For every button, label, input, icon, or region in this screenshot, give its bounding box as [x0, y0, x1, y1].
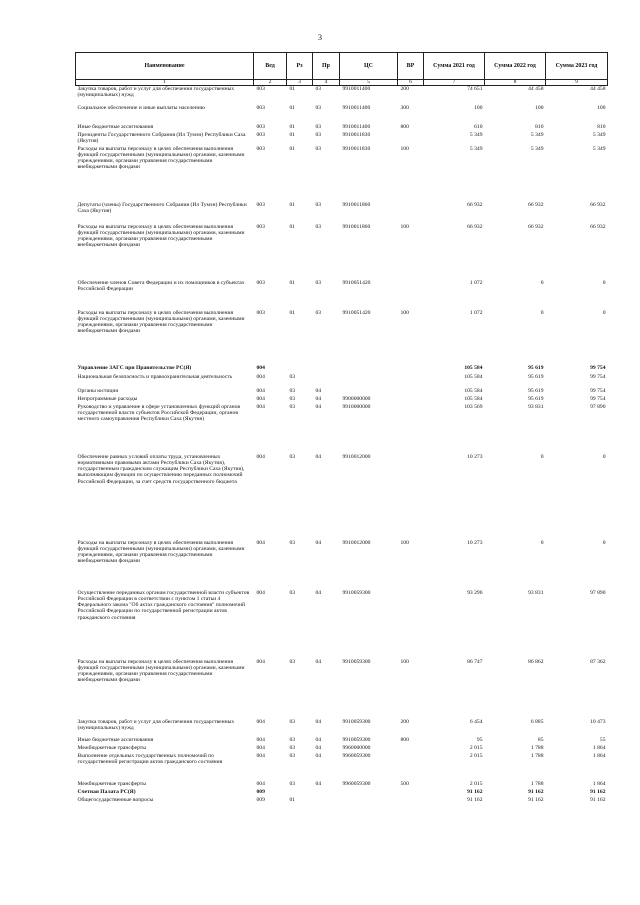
row-cs: [340, 388, 398, 396]
row-name: Счетная Палата РС(Я): [77, 788, 136, 795]
row-cs: [340, 374, 398, 388]
table-row: [76, 404, 608, 454]
row-vr: [398, 789, 424, 797]
row-sum-2023: 55: [599, 736, 606, 743]
row-cs: 9910059300: [342, 589, 371, 596]
column-number: 4: [313, 80, 340, 86]
row-vr: 200: [400, 86, 409, 92]
row-name: Осуществление переданных органам государственной власти субъектов Российской Федерации в соответствии с пунктом 1 статьи 4 Федерального закона "Об актах гражданского состояния" полномочий Российской Федерации по государственной регистрации актов гражданского состояния: [77, 589, 250, 621]
row-sum-2021: 66 932: [467, 201, 483, 208]
row-ved: 004: [256, 718, 265, 725]
row-rz: 03: [289, 589, 296, 596]
row-pr: 04: [315, 387, 322, 394]
row-cs: 9910011400: [342, 104, 371, 111]
row-cs: 9910011830: [342, 131, 371, 138]
row-pr: 03: [315, 131, 322, 138]
column-number: 6: [398, 80, 424, 86]
row-rz: 03: [289, 658, 296, 665]
header-rz: Рз: [287, 53, 313, 80]
row-rz: 03: [289, 539, 296, 546]
row-cs: 9960000000: [342, 744, 371, 751]
row-rz: 01: [289, 104, 296, 111]
row-ved: 004: [256, 403, 265, 410]
row-name: Расходы на выплаты персоналу в целях обеспечения выполнения функций государственными (муниципальными) органами, казенными учреждениями, органами управления государственными внебюджетными фондами: [77, 223, 245, 249]
row-name: Национальная безопасность и правоохранительная деятельность: [77, 373, 233, 380]
row-sum-2023: 99 754: [590, 373, 606, 380]
row-pr: 03: [315, 279, 322, 286]
row-sum-2023: 810: [597, 123, 606, 130]
row-rz: 03: [289, 453, 296, 460]
table-row: [76, 745, 608, 753]
row-sum-2023: 10 473: [590, 718, 606, 725]
row-cs: 9910011400: [342, 86, 371, 92]
row-ved: 004: [256, 387, 265, 394]
row-rz: [287, 789, 313, 797]
row-vr: [398, 404, 424, 454]
row-cs: 9910011830: [342, 145, 371, 152]
table-row: [76, 146, 608, 202]
row-sum-2022: 6 885: [530, 718, 544, 725]
row-cs: 9910012000: [342, 539, 371, 546]
row-sum-2022: 810: [535, 123, 544, 130]
row-name: Депутаты (члены) Государственного Собрания (Ил Тумэн) Республики Саха (Якутия): [77, 201, 247, 214]
row-rz: 03: [289, 736, 296, 743]
row-pr: 04: [315, 736, 322, 743]
row-sum-2022: 1 788: [530, 744, 544, 751]
row-sum-2021: 105 584: [464, 373, 483, 380]
row-pr: 04: [315, 744, 322, 751]
row-sum-2023: 1 864: [592, 752, 606, 759]
row-cs: 9960059300: [342, 780, 371, 787]
row-pr: 03: [315, 123, 322, 130]
row-vr: 200: [400, 718, 409, 725]
row-ved: 003: [256, 309, 265, 316]
row-vr: 100: [400, 145, 409, 152]
row-sum-2021: 1 072: [469, 279, 483, 286]
row-rz: 01: [289, 279, 296, 286]
row-vr: 800: [400, 123, 409, 130]
column-number: 1: [76, 80, 254, 86]
table-row: [76, 797, 608, 805]
row-sum-2021: 2 015: [469, 752, 483, 759]
row-ved: 003: [256, 123, 265, 130]
row-rz: 01: [289, 131, 296, 138]
header-ved: Вед: [254, 53, 287, 80]
table-row: [76, 105, 608, 124]
row-sum-2022: 91 162: [528, 788, 544, 795]
row-sum-2023: 0: [602, 309, 606, 316]
row-name: Выполнение отдельных государственных полномочий по государственной регистрации актов гражданского состояния: [77, 752, 223, 765]
row-sum-2022: 44 458: [528, 86, 544, 92]
row-pr: 04: [315, 453, 322, 460]
row-sum-2022: 0: [540, 279, 544, 286]
row-sum-2023: 91 162: [590, 796, 606, 803]
row-vr: [398, 590, 424, 659]
row-sum-2023: 5 349: [592, 145, 606, 152]
row-sum-2021: 93 296: [467, 589, 483, 596]
row-ved: 003: [256, 201, 265, 208]
row-name: Межбюджетные трансферты: [77, 780, 146, 787]
column-number: 3: [287, 80, 313, 86]
row-cs: 9910059300: [342, 736, 371, 743]
row-cs: 9910051420: [342, 309, 371, 316]
row-name: Иные бюджетные ассигнования: [77, 736, 154, 743]
table-row: [76, 781, 608, 789]
row-sum-2023: 66 932: [590, 201, 606, 208]
row-rz: 03: [289, 780, 296, 787]
table-row: [76, 454, 608, 540]
row-ved: 004: [256, 453, 265, 460]
row-rz: 03: [289, 744, 296, 751]
row-ved: 003: [256, 104, 265, 111]
row-sum-2021: 1 072: [469, 309, 483, 316]
table-row: [76, 540, 608, 590]
row-sum-2023: 66 932: [590, 223, 606, 230]
table-header: [76, 53, 608, 86]
row-name: Президенты Государственного Собрания (Ил Тумэн) Республики Саха (Якутия): [77, 131, 246, 144]
row-pr: [313, 365, 340, 374]
row-pr: 04: [315, 658, 322, 665]
row-name: Общегосударственные вопросы: [77, 796, 154, 803]
row-cs: 9960059300: [342, 752, 371, 759]
row-name: Расходы на выплаты персоналу в целях обеспечения выполнения функций государственными (муниципальными) органами, казенными учреждениями, органами управления государственными внебюджетными фондами: [77, 658, 245, 684]
row-sum-2022: 95 619: [528, 387, 544, 394]
row-name: Расходы на выплаты персоналу в целях обеспечения выполнения функций государственными (муниципальными) органами, казенными учреждениями, органами управления государственными внебюджетными фондами: [77, 309, 245, 335]
row-sum-2023: 99 754: [590, 387, 606, 394]
row-name: Социальное обеспечение и иные выплаты населению: [77, 104, 205, 111]
table-body: [76, 86, 608, 805]
row-name: Иные бюджетные ассигнования: [77, 123, 154, 130]
row-ved: 003: [256, 86, 265, 92]
row-sum-2023: 87 362: [590, 658, 606, 665]
row-ved: 004: [256, 744, 265, 751]
row-name: Закупка товаров, работ и услуг для обеспечения государственных (муниципальных) нужд: [77, 718, 235, 731]
row-ved: 004: [256, 752, 265, 759]
table-row: [76, 132, 608, 146]
table-row: [76, 124, 608, 132]
column-number: 7: [424, 80, 485, 86]
row-pr: 04: [315, 718, 322, 725]
row-cs: 9910011400: [342, 123, 371, 130]
row-sum-2022: 1 788: [530, 752, 544, 759]
row-sum-2022: 1 788: [530, 780, 544, 787]
row-sum-2021: 5 349: [469, 145, 483, 152]
row-vr: [398, 745, 424, 753]
row-sum-2021: 91 162: [467, 788, 483, 795]
row-cs: 9910059300: [342, 718, 371, 725]
row-sum-2022: 85: [537, 736, 544, 743]
row-sum-2023: 0: [602, 453, 606, 460]
header-cs: ЦС: [340, 53, 398, 80]
row-sum-2021: 10 273: [467, 453, 483, 460]
row-vr: 100: [400, 539, 409, 546]
table-row: [76, 310, 608, 365]
row-name: Обеспечение членов Совета Федерации и их помощников в субъектах Российской Федерации: [77, 279, 245, 292]
row-rz: 03: [289, 403, 296, 410]
row-vr: [398, 132, 424, 146]
row-vr: 800: [400, 736, 409, 743]
row-sum-2023: 44 458: [590, 86, 606, 92]
table-row: [76, 737, 608, 745]
row-cs: 9910012000: [342, 453, 371, 460]
budget-table: [75, 52, 608, 805]
header-sum-2021: Сумма 2021 год: [424, 53, 485, 80]
column-number: 5: [340, 80, 398, 86]
table-row: [76, 202, 608, 224]
row-name: Органы юстиции: [77, 387, 119, 394]
row-rz: 01: [289, 309, 296, 316]
header-sum-2022: Сумма 2022 год: [485, 53, 546, 80]
row-pr: 03: [315, 145, 322, 152]
row-sum-2021: 2 015: [469, 744, 483, 751]
row-sum-2021: 610: [474, 123, 483, 130]
table-row: [76, 753, 608, 781]
row-sum-2023: 0: [602, 539, 606, 546]
table-row: [76, 659, 608, 719]
row-sum-2021: 86 747: [467, 658, 483, 665]
row-sum-2023: 99 754: [590, 364, 606, 371]
table-row: [76, 590, 608, 659]
row-ved: 004: [256, 780, 265, 787]
column-number: 9: [546, 80, 608, 86]
row-name: Управление ЗАГС при Правительстве РС(Я): [77, 364, 192, 371]
row-ved: 009: [256, 788, 265, 795]
row-sum-2022: 0: [540, 539, 544, 546]
row-pr: 04: [315, 395, 322, 402]
row-pr: [313, 789, 340, 797]
row-sum-2021: 105 584: [464, 395, 483, 402]
row-ved: 004: [256, 539, 265, 546]
table-row: [76, 86, 608, 105]
header-pr: Пр: [313, 53, 340, 80]
row-vr: [398, 374, 424, 388]
row-pr: 04: [315, 403, 322, 410]
row-sum-2021: 2 015: [469, 780, 483, 787]
row-pr: 03: [315, 223, 322, 230]
table-row: [76, 280, 608, 310]
row-vr: [398, 388, 424, 396]
row-vr: [398, 396, 424, 404]
row-rz: 01: [289, 86, 296, 92]
table-row: [76, 374, 608, 388]
row-pr: 04: [315, 752, 322, 759]
table-row: [76, 789, 608, 797]
row-cs: [340, 797, 398, 805]
row-rz: [287, 365, 313, 374]
row-rz: 01: [289, 223, 296, 230]
row-cs: [340, 789, 398, 797]
row-cs: 9910000000: [342, 403, 371, 410]
row-name: Непрограммные расходы: [77, 395, 138, 402]
row-name: Руководство и управление в сфере установленных функций органов государственной власти субъектов Российской Федерации, органов местного самоуправления Республики Саха (Якутия): [77, 403, 241, 423]
header-name: Наименование: [76, 53, 254, 80]
row-cs: 9910011860: [342, 223, 371, 230]
row-rz: 03: [289, 395, 296, 402]
row-sum-2022: 95 619: [528, 373, 544, 380]
row-rz: 01: [289, 201, 296, 208]
table-row: [76, 365, 608, 374]
row-ved: 004: [256, 589, 265, 596]
header-vr: ВР: [398, 53, 424, 80]
row-sum-2022: 95 619: [528, 395, 544, 402]
row-sum-2022: 91 162: [528, 796, 544, 803]
row-sum-2021: 100: [474, 104, 483, 111]
row-vr: [398, 454, 424, 540]
row-sum-2022: 0: [540, 453, 544, 460]
row-vr: 500: [400, 780, 409, 787]
row-sum-2021: 10 273: [467, 539, 483, 546]
table-row: [76, 396, 608, 404]
row-ved: 004: [256, 736, 265, 743]
row-sum-2023: 99 754: [590, 395, 606, 402]
row-rz: 03: [289, 387, 296, 394]
row-pr: 03: [315, 201, 322, 208]
row-sum-2021: 91 162: [467, 796, 483, 803]
row-rz: 01: [289, 145, 296, 152]
row-cs: 9900000000: [342, 395, 371, 402]
row-pr: 04: [315, 780, 322, 787]
row-sum-2022: 86 862: [528, 658, 544, 665]
row-pr: 03: [315, 309, 322, 316]
row-vr: [398, 202, 424, 224]
row-rz: 03: [289, 373, 296, 380]
row-sum-2022: 0: [540, 309, 544, 316]
header-sum-2023: Сумма 2023 год: [546, 53, 608, 80]
row-vr: 100: [400, 309, 409, 316]
row-pr: 04: [315, 539, 322, 546]
row-sum-2023: 91 162: [590, 788, 606, 795]
row-sum-2023: 0: [602, 279, 606, 286]
row-ved: 004: [256, 373, 265, 380]
row-sum-2021: 105 584: [464, 387, 483, 394]
row-vr: [398, 365, 424, 374]
row-name: Обеспечение равных условий оплаты труда, установленных нормативными правовыми актами Республики Саха (Якутия), государственным гражданским служащим Республики Саха (Якутия), выполняющим функции по осуществлению переданных полномочий Российской Федерации, за счет средств государственного бюджета: [77, 453, 245, 485]
row-vr: [398, 280, 424, 310]
table-row: [76, 719, 608, 737]
row-sum-2021: 95: [476, 736, 483, 743]
row-sum-2023: 97 890: [590, 589, 606, 596]
row-pr: 03: [315, 86, 322, 92]
row-sum-2022: 5 349: [530, 131, 544, 138]
row-ved: 003: [256, 223, 265, 230]
row-sum-2021: 105 584: [464, 364, 483, 371]
row-sum-2022: 66 932: [528, 223, 544, 230]
row-sum-2023: 97 890: [590, 403, 606, 410]
row-sum-2022: 5 349: [530, 145, 544, 152]
row-rz: 03: [289, 752, 296, 759]
row-rz: 01: [289, 796, 296, 803]
column-number: 2: [254, 80, 287, 86]
row-cs: 9910059300: [342, 658, 371, 665]
row-cs: 9910011860: [342, 201, 371, 208]
row-pr: 04: [315, 589, 322, 596]
page-number: 3: [318, 33, 322, 42]
row-sum-2022: 93 831: [528, 589, 544, 596]
row-name: Расходы на выплаты персоналу в целях обеспечения выполнения функций государственными (муниципальными) органами, казенными учреждениями, органами управления государственными внебюджетными фондами: [77, 145, 245, 171]
row-vr: [398, 797, 424, 805]
row-pr: [313, 797, 340, 805]
row-rz: 01: [289, 123, 296, 130]
row-name: Закупка товаров, работ и услуг для обеспечения государственных (муниципальных) нужд: [77, 86, 235, 99]
row-vr: 100: [400, 658, 409, 665]
row-ved: 003: [256, 145, 265, 152]
row-vr: 300: [400, 104, 409, 111]
row-sum-2021: 66 932: [467, 223, 483, 230]
row-ved: 003: [256, 279, 265, 286]
row-cs: 9910051420: [342, 279, 371, 286]
row-sum-2022: 95 619: [528, 364, 544, 371]
row-sum-2023: 1 864: [592, 780, 606, 787]
row-sum-2021: 74 651: [467, 86, 483, 92]
row-sum-2021: 6 454: [469, 718, 483, 725]
row-ved: 003: [256, 131, 265, 138]
row-vr: [398, 753, 424, 781]
row-name: Межбюджетные трансферты: [77, 744, 146, 751]
table-row: [76, 224, 608, 280]
row-sum-2022: 66 932: [528, 201, 544, 208]
row-cs: [340, 365, 398, 374]
row-pr: 03: [315, 104, 322, 111]
row-sum-2023: 5 349: [592, 131, 606, 138]
row-ved: 009: [256, 796, 265, 803]
column-number: 8: [485, 80, 546, 86]
row-rz: 03: [289, 718, 296, 725]
row-sum-2022: 100: [535, 104, 544, 111]
row-sum-2023: 1 864: [592, 744, 606, 751]
row-sum-2022: 93 831: [528, 403, 544, 410]
row-sum-2023: 100: [597, 104, 606, 111]
row-pr: [313, 374, 340, 388]
row-sum-2021: 5 349: [469, 131, 483, 138]
row-name: Расходы на выплаты персоналу в целях обеспечения выполнения функций государственными (муниципальными) органами, казенными учреждениями, органами управления государственными внебюджетными фондами: [77, 539, 245, 565]
row-sum-2021: 103 569: [464, 403, 483, 410]
row-ved: 004: [256, 364, 265, 371]
row-ved: 004: [256, 395, 265, 402]
row-vr: 100: [400, 223, 409, 230]
row-ved: 004: [256, 658, 265, 665]
table-row: [76, 388, 608, 396]
